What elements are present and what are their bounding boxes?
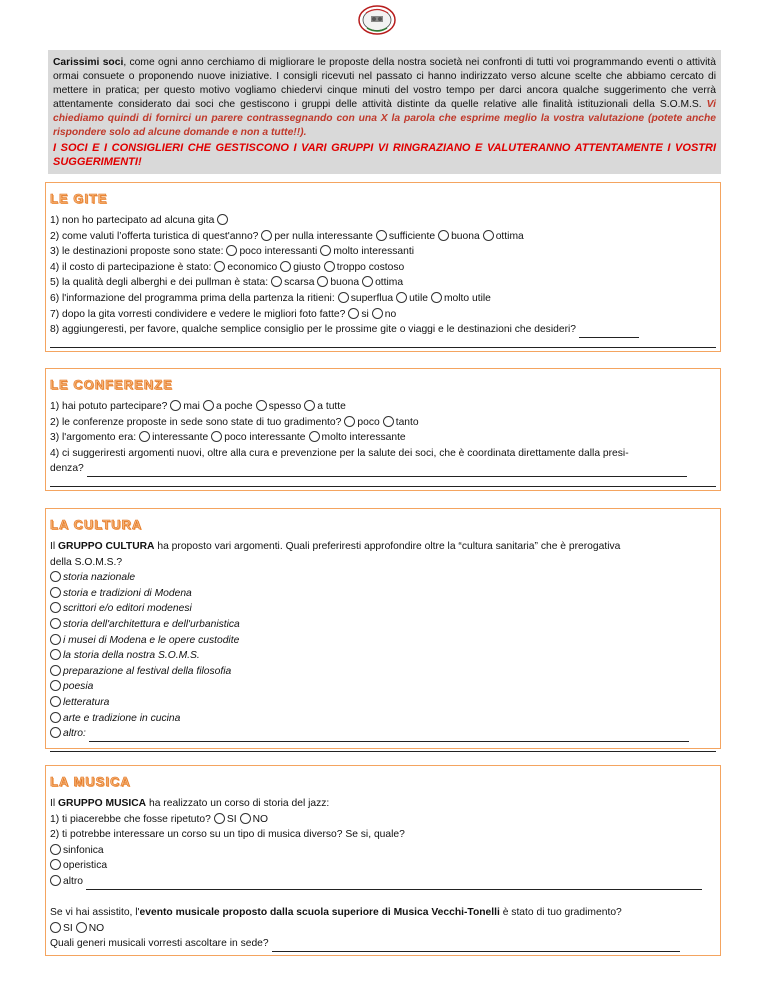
radio-cultura-1[interactable]: [50, 571, 61, 582]
gite-q5: 5) la qualità degli alberghi e dei pullman è stata: scarsa buona ottima: [50, 277, 404, 289]
gite-q3: 3) le destinazioni proposte sono state: poco interessanti molto interessanti: [50, 246, 415, 258]
radio-gite-q5-opt1[interactable]: [271, 276, 282, 287]
radio-cultura-6[interactable]: [50, 649, 61, 660]
radio-cultura-3[interactable]: [50, 602, 61, 613]
cultura-item: i musei di Modena e le opere custodite: [50, 633, 716, 649]
gite-q1: 1) non ho partecipato ad alcuna gita: [50, 213, 716, 229]
musica-q2: 2) ti potrebbe interessare un corso su un tipo di musica diverso? Se si, quale?: [50, 829, 405, 841]
section-conferenze: [45, 368, 721, 491]
cultura-item: la storia della nostra S.O.M.S.: [50, 648, 716, 664]
gite-q4: 4) il costo di partecipazione è stato: economico giusto troppo costoso: [50, 261, 405, 273]
radio-gite-q3-opt1[interactable]: [226, 245, 237, 256]
radio-cultura-7[interactable]: [50, 665, 61, 676]
radio-gite-q2-opt4[interactable]: [483, 230, 494, 241]
radio-gite-q7-opt1[interactable]: [348, 308, 359, 319]
gite-q7: 7) dopo la gita vorresti condividere e vedere le migliori foto fatte? si no: [50, 308, 397, 320]
section-title-gite: LE GITE: [50, 191, 108, 206]
conf-q2: 2) le conferenze proposte in sede sono state di tuo gradimento? poco tanto: [50, 416, 419, 428]
cultura-item: storia nazionale: [50, 570, 716, 586]
radio-musica-q1-no[interactable]: [240, 813, 251, 824]
section-title-conferenze: LE CONFERENZE: [50, 377, 173, 392]
radio-gite-q2-opt2[interactable]: [376, 230, 387, 241]
radio-gite-q2-opt1[interactable]: [261, 230, 272, 241]
conf-q3: 3) l'argomento era: interessante poco interessante molto interessante: [50, 432, 406, 444]
radio-musica-sinfonica[interactable]: [50, 844, 61, 855]
musica-q1: 1) ti piacerebbe che fosse ripetuto? SI NO: [50, 813, 269, 825]
musica-q2-item: operistica: [50, 858, 716, 874]
cultura-item: preparazione al festival della filosofia: [50, 664, 716, 680]
radio-conf-q3-opt3[interactable]: [309, 431, 320, 442]
radio-conf-q3-opt2[interactable]: [211, 431, 222, 442]
radio-conf-q2-opt2[interactable]: [383, 416, 394, 427]
section-musica: [45, 765, 721, 956]
radio-musica-altro[interactable]: [50, 875, 61, 886]
radio-cultura-8[interactable]: [50, 680, 61, 691]
conf-q4-answer-rule[interactable]: [50, 477, 716, 487]
radio-cultura-10[interactable]: [50, 712, 61, 723]
intro-closing: I SOCI E I CONSIGLIERI CHE GESTISCONO I VARI GRUPPI VI RINGRAZIANO E VALUTERANNO ATTENTAMENTE I VOSTRI SUGGERIMENTI!: [53, 142, 716, 168]
musica-altro-answer-line[interactable]: [86, 879, 702, 890]
soms-logo: [358, 5, 396, 35]
radio-cultura-9[interactable]: [50, 696, 61, 707]
radio-cultura-4[interactable]: [50, 618, 61, 629]
musica-intro: Il GRUPPO MUSICA ha realizzato un corso di storia del jazz:: [50, 798, 330, 809]
radio-gite-q6-opt3[interactable]: [431, 292, 442, 303]
radio-gite-q3-opt2[interactable]: [320, 245, 331, 256]
cultura-item: poesia: [50, 679, 716, 695]
radio-musica-event-no[interactable]: [76, 922, 87, 933]
radio-cultura-other[interactable]: [50, 727, 61, 738]
intro-paragraph: Carissimi soci, come ogni anno cerchiamo di migliorare le proposte della nostra società nei confronti di tutti voi programmando eventi o attività ormai consuete o proponendo nuove iniziative. I consigli ricevuti nel passato ci hanno indirizzato verso alcune scelte che abbiamo cercato di mettere in pratica; per questo motivo vogliamo chiedervi cinque minuti del vostro tempo per darci ancora qualche suggerimento che verrà attentamente considerato dai soci che gestiscono i gruppi delle attività distinte da quelle relative alle finalità istituzionali della S.O.M.S. Vi chiediamo quindi di fornirci un parere contrassegnando con una X la parola che esprime meglio la vostra valutazione (potete anche rispondere solo ad alcune domande e non a tutte!!).: [53, 57, 717, 138]
cultura-item: letteratura: [50, 695, 716, 711]
radio-gite-q5-opt2[interactable]: [317, 276, 328, 287]
intro-instructions: Vi chiediamo quindi di fornirci un parere contrassegnando con una X la parola che esprime meglio la vostra valutazione (potete anche rispondere solo ad alcune domande e non a tutte!!).: [53, 99, 716, 138]
gite-q8-answer-line[interactable]: [579, 327, 639, 338]
radio-conf-q1-opt1[interactable]: [170, 400, 181, 411]
cultura-item: storia dell'architettura e dell'urbanistica: [50, 617, 716, 633]
musica-q2-item: altro: [50, 874, 716, 890]
conf-q1: 1) hai potuto partecipare? mai a poche spesso a tutte: [50, 401, 346, 412]
cultura-item: scrittori e/o editori modenesi: [50, 601, 716, 617]
radio-gite-q7-opt2[interactable]: [372, 308, 383, 319]
radio-cultura-2[interactable]: [50, 587, 61, 598]
cultura-other-answer-rule[interactable]: [50, 742, 716, 752]
radio-gite-q6-opt1[interactable]: [338, 292, 349, 303]
musica-q2-item: sinfonica: [50, 843, 716, 859]
section-gite: [45, 182, 721, 352]
radio-gite-q6-opt2[interactable]: [396, 292, 407, 303]
radio-gite-q1[interactable]: [217, 214, 228, 225]
radio-conf-q1-opt4[interactable]: [304, 400, 315, 411]
radio-conf-q2-opt1[interactable]: [344, 416, 355, 427]
gite-q8: 8) aggiungeresti, per favore, qualche semplice consiglio per le prossime gite o viaggi e le destinazioni che desideri?: [50, 322, 716, 338]
radio-musica-q1-si[interactable]: [214, 813, 225, 824]
section-title-musica: LA MUSICA: [50, 774, 131, 789]
cultura-intro: Il GRUPPO CULTURA ha proposto vari argomenti. Quali preferiresti approfondire oltre la “cultura sanitaria” che è prerogativa: [50, 541, 621, 552]
cultura-intro-2: della S.O.M.S.?: [50, 556, 123, 568]
conf-q4a: 4) ci suggeriresti argomenti nuovi, oltre alla cura e prevenzione per la salute dei soci, che è coordinata direttamente dalla presi-: [50, 447, 629, 459]
conf-q4b: denza?: [50, 461, 716, 477]
radio-gite-q4-opt1[interactable]: [214, 261, 225, 272]
musica-genres-answer-line[interactable]: [272, 941, 680, 952]
gite-q2: 2) come valuti l’offerta turistica di quest'anno? per nulla interessante sufficiente buona ottima: [50, 230, 524, 242]
gite-q6: 6) l'informazione del programma prima della partenza la ritieni: superflua utile molto utile: [50, 292, 491, 304]
radio-musica-event-si[interactable]: [50, 922, 61, 933]
radio-conf-q1-opt2[interactable]: [203, 400, 214, 411]
gite-q8-answer-rule[interactable]: [50, 338, 716, 348]
radio-gite-q4-opt2[interactable]: [280, 261, 291, 272]
cultura-other: altro:: [50, 726, 716, 742]
musica-event: Se vi hai assistito, l'evento musicale proposto dalla scuola superiore di Musica Vecchi-Tonelli è stato di tuo gradimento?: [50, 907, 622, 919]
conf-q4-answer-line[interactable]: [87, 466, 687, 477]
intro-box: [48, 50, 721, 174]
cultura-item: storia e tradizioni di Modena: [50, 586, 716, 602]
radio-cultura-5[interactable]: [50, 634, 61, 645]
musica-genres: Quali generi musicali vorresti ascoltare in sede?: [50, 936, 716, 952]
radio-conf-q1-opt3[interactable]: [256, 400, 267, 411]
radio-musica-operistica[interactable]: [50, 859, 61, 870]
cultura-item: arte e tradizione in cucina: [50, 711, 716, 727]
spacer: [50, 890, 716, 906]
section-cultura: [45, 508, 721, 749]
radio-gite-q5-opt3[interactable]: [362, 276, 373, 287]
musica-event-opts: SI NO: [50, 921, 716, 937]
section-title-cultura: LA CULTURA: [50, 517, 143, 532]
radio-gite-q2-opt3[interactable]: [438, 230, 449, 241]
radio-gite-q4-opt3[interactable]: [324, 261, 335, 272]
cultura-other-answer-line[interactable]: [89, 731, 689, 742]
radio-conf-q3-opt1[interactable]: [139, 431, 150, 442]
